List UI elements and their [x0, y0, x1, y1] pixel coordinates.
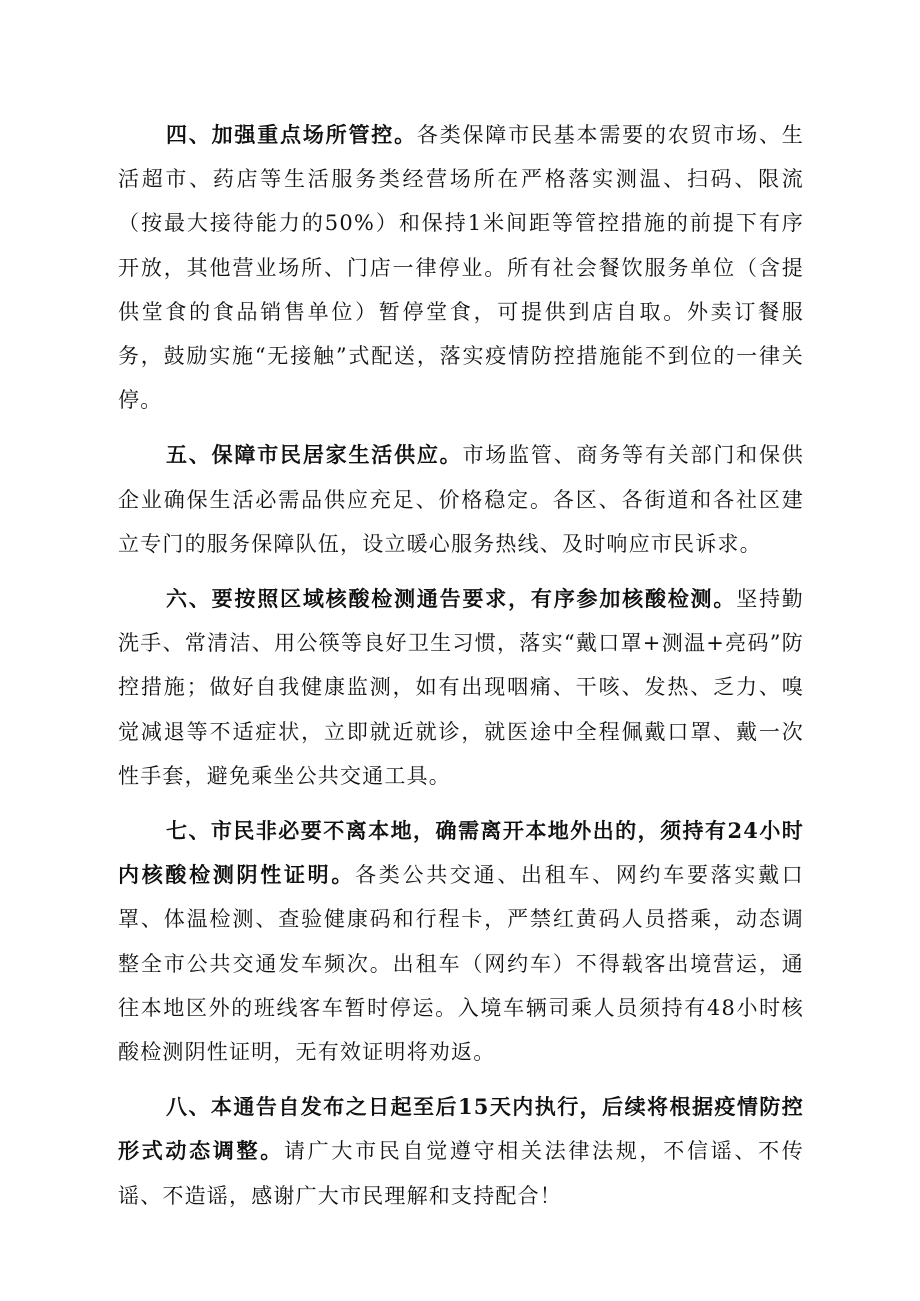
paragraph-text: 坚持勤洗手、常清洁、用公筷等良好卫生习惯，落实“戴口罩+测温+亮码”防控措施；做好自我健康监测，如有出现咽痛、干咳、发热、乏力、嗅觉减退等不适症状，立即就近就诊，就医途中全程佩戴口罩、戴一次性手套，避免乘坐公共交通工具。: [118, 587, 805, 788]
paragraph-text: 市场监管、商务等有关部门和保供企业确保生活必需品供应充足、价格稳定。各区、各街道和各社区建立专门的服务保障队伍，设立暖心服务热线、及时响应市民诉求。: [118, 443, 804, 556]
paragraph-heading: 七、市民非必要不离本地，确需离开本地外出的，须持有24小时内核酸检测阴性证明。: [118, 818, 804, 888]
paragraph-heading: 五、保障市民居家生活供应。: [166, 442, 463, 468]
paragraph-heading: 四、加强重点场所管控。: [166, 122, 417, 147]
paragraph-text: 请广大市民自觉遵守相关法律法规，不信谣、不传谣、不造谣，感谢广大市民理解和支持配合！: [118, 1139, 804, 1208]
paragraph-7: [118, 809, 804, 1074]
document-body: [118, 113, 804, 1229]
paragraph-4: [118, 113, 804, 422]
paragraph-6: [118, 577, 804, 798]
paragraph-5: [118, 433, 804, 566]
paragraph-8: [118, 1085, 804, 1218]
paragraph-text: 各类保障市民基本需要的农贸市场、生活超市、药店等生活服务类经营场所在严格落实测温、扫码、限流（按最大接待能力的50%）和保持1米间距等管控措施的前提下有序开放，其他营业场所、门店一律停业。所有社会餐饮服务单位（含提供堂食的食品销售单位）暂停堂食，可提供到店自取。外卖订餐服务，鼓励实施“无接触”式配送，落实疫情防控措施能不到位的一律关停。: [118, 123, 805, 413]
paragraph-heading: 八、本通告自发布之日起至后15天内执行，后续将根据疫情防控形式动态调整。: [118, 1094, 804, 1164]
paragraph-text: 各类公共交通、出租车、网约车要落实戴口罩、体温检测、查验健康码和行程卡，严禁红黄码人员搭乘，动态调整全市公共交通发车频次。出租车（网约车）不得载客出境营运，通往本地区外的班线客车暂时停运。入境车辆司乘人员须持有48小时核酸检测阴性证明，无有效证明将劝返。: [118, 863, 804, 1065]
paragraph-heading: 六、要按照区域核酸检测通告要求，有序参加核酸检测。: [166, 586, 737, 612]
